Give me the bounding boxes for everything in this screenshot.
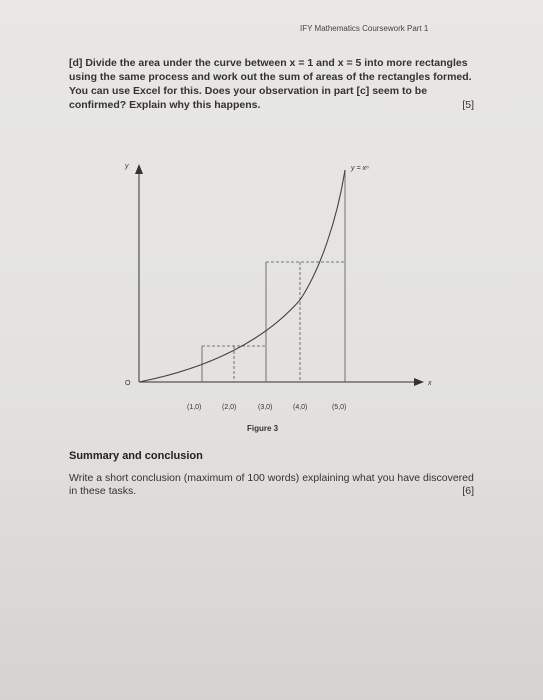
origin-label: O (125, 380, 131, 387)
summary-marks: [6] (462, 485, 474, 497)
summary-instructions (69, 472, 474, 498)
curve-label: y = xⁿ (351, 165, 369, 172)
page-header: IFY Mathematics Coursework Part 1 (300, 24, 429, 33)
summary-title: Summary and conclusion (69, 450, 203, 462)
x-axis-arrow (414, 378, 424, 386)
tick-label-4: (4,0) (293, 404, 308, 411)
question-marks: [5] (462, 99, 474, 111)
question-d (69, 56, 474, 112)
tick-label-5: (5,0) (332, 404, 347, 411)
x-axis-label: x (428, 380, 432, 387)
y-axis-arrow (135, 164, 143, 174)
tick-label-3: (3,0) (258, 404, 273, 411)
curve-y-equals-x-n (139, 170, 345, 382)
y-axis-label: y (125, 163, 129, 170)
tick-label-2: (2,0) (222, 404, 237, 411)
question-text: [d] Divide the area under the curve between x = 1 and x = 5 into more rectangles using the same process and work out the sum of areas of the rectangles formed. You can use Excel for this. Does your observation in part [c] seem to be confirmed? Explain why this happens. (69, 57, 472, 111)
figure-caption: Figure 3 (247, 424, 279, 433)
rectangles (202, 170, 345, 382)
figure-3-graph (115, 160, 445, 425)
tick-label-1: (1,0) (187, 404, 202, 411)
summary-text: Write a short conclusion (maximum of 100 words) explaining what you have discovered in these tasks. (69, 472, 474, 497)
